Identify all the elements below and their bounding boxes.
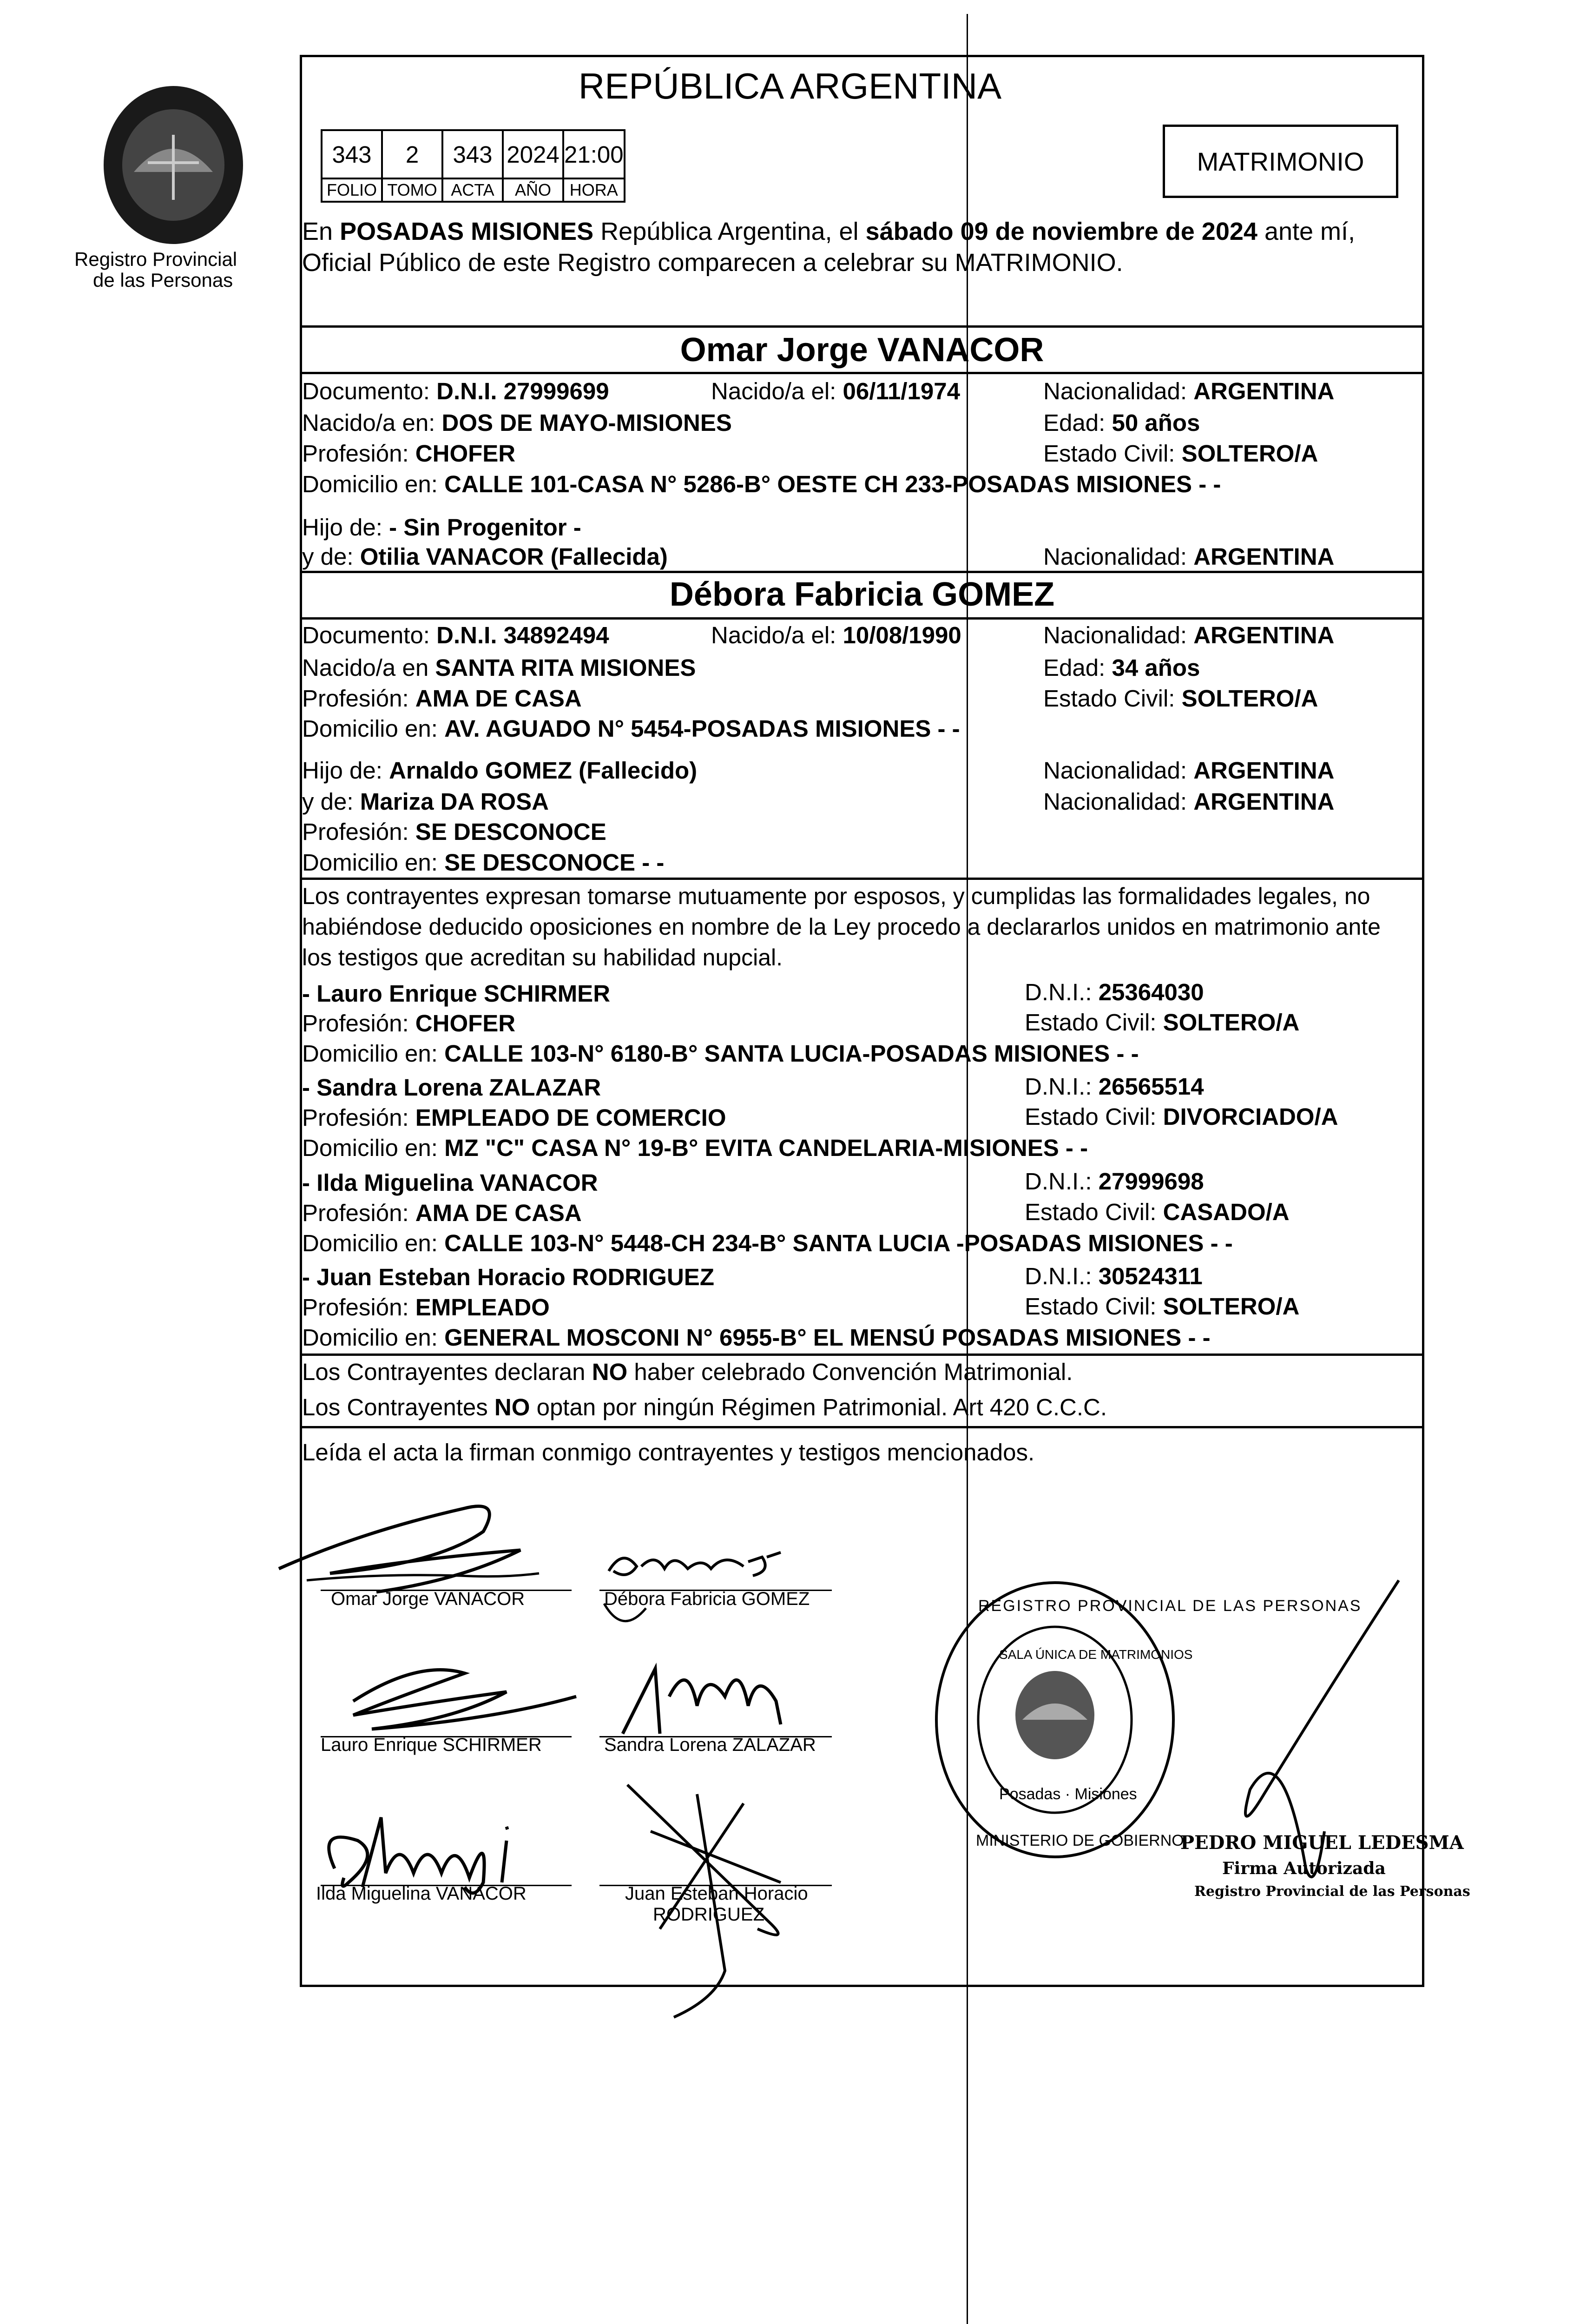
signature-label-juan: Juan Esteban Horacio [625,1883,808,1904]
spouse1-age [1043,409,1200,437]
witness-address [302,1324,1211,1352]
divider-spouse1 [300,571,1424,573]
spouse2-address [302,715,960,743]
label: Domicilio en: [302,1230,445,1256]
logo-caption-2: de las Personas [93,269,233,291]
declaration-line-3: los testigos que acreditan su habilidad nupcial. [302,944,783,971]
label: D.N.I.: [1025,1073,1099,1100]
spouse1-birthdate [711,377,960,405]
divider-convention [300,1426,1424,1428]
spouse1-address [302,470,1221,498]
label: Nacionalidad: [1043,788,1194,815]
label: Profesión: [302,819,415,845]
label: Nacionalidad: [1043,543,1194,570]
label: Profesión: [302,1200,415,1226]
declaration-line-1: Los contrayentes expresan tomarse mutuamente por esposos, y cumplidas las formalidades legales, no [302,883,1370,909]
witness-name: - Ilda Miguelina VANACOR [302,1169,598,1196]
label: Nacido/a en: [302,409,442,436]
value: ARGENTINA [1193,378,1335,404]
spouse1-document [302,377,609,405]
value: CALLE 103-N° 6180-B° SANTA LUCIA-POSADAS MISIONES - - [444,1040,1139,1067]
value: 26565514 [1098,1073,1204,1100]
value: SOLTERO/A [1163,1293,1300,1320]
witness-name: - Juan Esteban Horacio RODRIGUEZ [302,1264,714,1290]
spouse1-nationality [1043,377,1334,405]
part: optan por ningún Régimen Patrimonial. Art 420 C.C.C. [530,1394,1107,1420]
acta-value: 343 [442,130,503,178]
value: 50 años [1112,409,1200,436]
spouse2-father-nationality [1043,757,1334,785]
witness-profession [302,1104,726,1132]
part: NO [592,1359,628,1385]
ano-value: 2024 [503,130,563,178]
value: Mariza DA ROSA [360,788,549,815]
signature-label-sandra: Sandra Lorena ZALAZAR [604,1735,816,1755]
witness-dni [1025,1073,1204,1101]
value: 25364030 [1098,979,1204,1005]
value: AV. AGUADO N° 5454-POSADAS MISIONES - - [444,715,960,742]
label: Domicilio en: [302,1135,445,1161]
signature-label-lauro: Lauro Enrique SCHIRMER [321,1735,542,1755]
value: 27999698 [1098,1168,1204,1195]
document-title: REPÚBLICA ARGENTINA [578,66,1002,106]
witness-profession [302,1010,515,1037]
value: SANTA RITA MISIONES [435,654,696,681]
part: Los Contrayentes declaran [302,1359,592,1385]
value: AMA DE CASA [415,685,582,712]
signature-label-ilda: Ilda Miguelina VANACOR [316,1883,527,1904]
spouse2-name: Débora Fabricia GOMEZ [669,576,1055,613]
witness-civil-status [1025,1293,1299,1320]
value: SE DESCONOCE [415,819,606,845]
spouse1-mother [302,543,668,571]
label: Profesión: [302,685,415,712]
label: Edad: [1043,654,1112,681]
witness-profession [302,1199,582,1227]
record-type-box: MATRIMONIO [1163,125,1398,198]
label: Profesión: [302,1294,415,1320]
label: Profesión: [302,1104,415,1131]
label: y de: [302,788,360,815]
value: GENERAL MOSCONI N° 6955-B° EL MENSÚ POSADAS MISIONES - - [444,1324,1211,1351]
value: Otilia VANACOR (Fallecida) [360,543,668,570]
label: Documento: [302,622,437,648]
witness-name: - Lauro Enrique SCHIRMER [302,980,611,1007]
label: Nacido/a el: [711,378,843,404]
intro-suffix: ante mí, [1257,218,1356,245]
value: - Sin Progenitor - [389,514,581,541]
hora-value: 21:00 [563,130,625,178]
value: 34 años [1112,654,1200,681]
part: Los Contrayentes [302,1394,494,1420]
witness-civil-status [1025,1009,1299,1037]
acta-label: ACTA [442,178,503,202]
label: Domicilio en: [302,849,445,876]
intro-date: sábado 09 de noviembre de 2024 [865,218,1257,245]
divider-spouse1-name [300,372,1424,374]
folio-label: FOLIO [322,178,382,202]
spouse2-father [302,757,697,785]
label: Hijo de: [302,514,389,541]
label: Estado Civil: [1043,440,1182,467]
label: y de: [302,543,360,570]
spouse2-mother [302,788,549,816]
logo-caption-1: Registro Provincial [74,248,237,270]
witness-civil-status [1025,1198,1290,1226]
label: Documento: [302,378,437,404]
signature-label-juan-2: RODRIGUEZ [653,1904,764,1925]
spouse1-civil-status [1043,440,1318,468]
value: SOLTERO/A [1181,685,1318,712]
official-org: Registro Provincial de las Personas [1194,1883,1470,1900]
value: DIVORCIADO/A [1163,1103,1338,1130]
value: CALLE 101-CASA N° 5286-B° OESTE CH 233-POSADAS MISIONES - - [444,471,1221,497]
signature-lauro-icon [297,1645,595,1748]
value: ARGENTINA [1193,543,1335,570]
witness-name: - Sandra Lorena ZALAZAR [302,1074,601,1101]
hora-label: HORA [563,178,625,202]
convention-line-2 [302,1393,1107,1421]
label: Nacido/a el: [711,622,843,648]
value: ARGENTINA [1193,757,1335,784]
divider-header [300,325,1424,328]
spouse1-mother-nationality [1043,543,1334,571]
spouse2-mother-address [302,849,664,877]
divider-spouse2-name [300,617,1424,620]
value: CHOFER [415,1010,516,1037]
seal-text-outer: REGISTRO PROVINCIAL DE LAS PERSONAS [978,1597,1362,1615]
value: MZ "C" CASA N° 19-B° EVITA CANDELARIA-MISIONES - - [444,1135,1088,1161]
registry-emblem-icon [97,84,250,251]
label: D.N.I.: [1025,1168,1099,1195]
label: D.N.I.: [1025,979,1099,1005]
official-role: Firma Autorizada [1222,1859,1386,1878]
value: D.N.I. 34892494 [436,622,609,648]
spouse2-civil-status [1043,685,1318,713]
spouse2-mother-nationality [1043,788,1334,816]
convention-line-1 [302,1358,1073,1386]
witness-dni [1025,978,1204,1006]
value: SOLTERO/A [1163,1009,1300,1036]
value: Arnaldo GOMEZ (Fallecido) [389,757,698,784]
value: 10/08/1990 [843,622,961,648]
value: SOLTERO/A [1181,440,1318,467]
ano-label: AÑO [503,178,563,202]
value: EMPLEADO DE COMERCIO [415,1104,726,1131]
witness-address [302,1040,1139,1068]
value: CHOFER [415,440,516,467]
spouse1-name: Omar Jorge VANACOR [680,331,1044,369]
part: NO [494,1394,530,1420]
label: Profesión: [302,440,415,467]
tomo-value: 2 [382,130,442,178]
intro-line-1 [302,218,1355,245]
label: Profesión: [302,1010,415,1037]
witness-dni [1025,1168,1204,1195]
spouse2-age [1043,654,1200,682]
label: Domicilio en: [302,471,445,497]
spouse2-profession [302,685,582,713]
label: Estado Civil: [1025,1293,1163,1320]
spouse1-birthplace [302,409,732,437]
label: Estado Civil: [1025,1103,1163,1130]
value: SE DESCONOCE - - [444,849,665,876]
signature-label-omar: Omar Jorge VANACOR [331,1589,525,1609]
label: Estado Civil: [1043,685,1182,712]
value: ARGENTINA [1193,622,1335,648]
label: Hijo de: [302,757,389,784]
label: Estado Civil: [1025,1199,1163,1225]
value: EMPLEADO [415,1294,550,1320]
record-numbers-table [321,129,625,203]
declaration-line-2: habiéndose deducido oposiciones en nombre de la Ley procedo a declararlos unidos en matrimonio ante [302,914,1381,940]
label: Nacionalidad: [1043,757,1194,784]
value: 06/11/1974 [843,378,960,404]
witness-address [302,1229,1233,1257]
witness-civil-status [1025,1103,1338,1131]
signature-label-debora: Débora Fabricia GOMEZ [604,1589,810,1609]
label: Domicilio en: [302,1040,445,1067]
intro-prefix: En [302,218,340,245]
label: Nacido/a en [302,654,435,681]
intro-mid: República Argentina, el [593,218,866,245]
divider-spouse2 [300,878,1424,880]
label: Estado Civil: [1025,1009,1163,1036]
divider-witnesses [300,1353,1424,1356]
intro-line-2: Oficial Público de este Registro comparecen a celebrar su MATRIMONIO. [302,249,1123,277]
seal-text-bottom: MINISTERIO DE GOBIERNO [976,1832,1184,1849]
label: Nacionalidad: [1043,378,1194,404]
value: CASADO/A [1163,1199,1290,1225]
tomo-label: TOMO [382,178,442,202]
spouse2-document [302,621,609,649]
spouse2-mother-profession [302,818,606,846]
label: Edad: [1043,409,1112,436]
spouse2-nationality [1043,621,1334,649]
value: ARGENTINA [1193,788,1335,815]
seal-text-place: Posadas · Misiones [999,1785,1137,1803]
value: 30524311 [1098,1263,1203,1289]
spouse2-birthdate [711,621,961,649]
official-name: PEDRO MIGUEL LEDESMA [1180,1832,1464,1854]
value: DOS DE MAYO-MISIONES [441,409,732,436]
value: AMA DE CASA [415,1200,582,1226]
label: Nacionalidad: [1043,622,1194,648]
intro-city: POSADAS MISIONES [340,218,594,245]
label: D.N.I.: [1025,1263,1099,1289]
value: CALLE 103-N° 5448-CH 234-B° SANTA LUCIA -POSADAS MISIONES - - [444,1230,1233,1256]
closing-statement: Leída el acta la firman conmigo contrayentes y testigos mencionados. [302,1439,1035,1466]
folio-value: 343 [322,130,382,178]
seal-text-inner: SALA ÚNICA DE MATRIMONIOS [999,1647,1193,1662]
value: D.N.I. 27999699 [436,378,609,404]
part: haber celebrado Convención Matrimonial. [627,1359,1073,1385]
label: Domicilio en: [302,715,445,742]
label: Domicilio en: [302,1324,445,1351]
spouse2-birthplace [302,654,696,682]
spouse1-father [302,514,581,541]
spouse1-profession [302,440,515,468]
witness-profession [302,1294,550,1321]
witness-dni [1025,1262,1203,1290]
witness-address [302,1134,1088,1162]
